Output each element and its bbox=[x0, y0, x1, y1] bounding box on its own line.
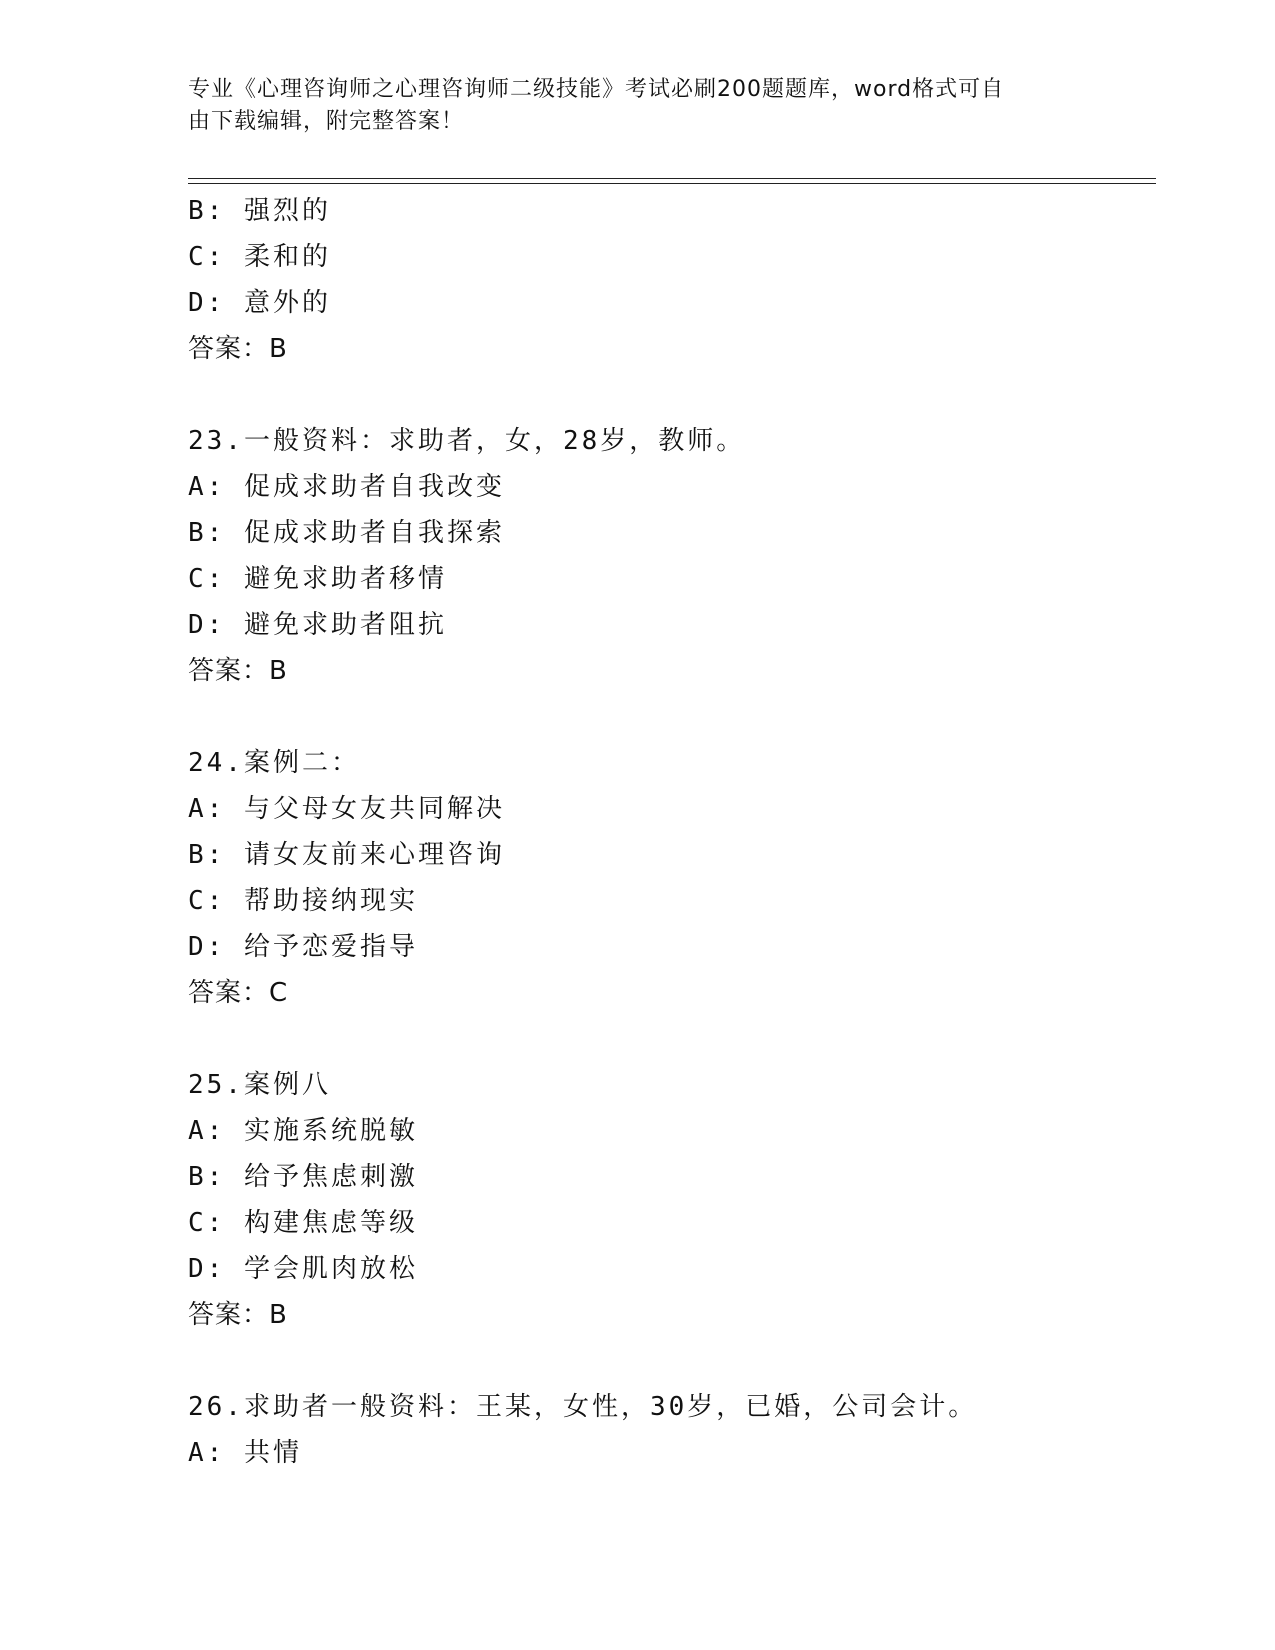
spacer bbox=[188, 1016, 1156, 1062]
answer-line: 答案：B bbox=[188, 334, 288, 364]
spacer bbox=[188, 372, 1156, 418]
question-stem: 25.案例八 bbox=[188, 1070, 331, 1100]
option-b: B: 促成求助者自我探索 bbox=[188, 518, 505, 548]
spacer bbox=[188, 694, 1156, 740]
document-header bbox=[188, 74, 1068, 138]
option-c: C: 帮助接纳现实 bbox=[188, 886, 418, 916]
option-c: C: 避免求助者移情 bbox=[188, 564, 447, 594]
header-line-2: 由下载编辑，附完整答案！ bbox=[188, 109, 465, 134]
option-b: B: 给予焦虑刺激 bbox=[188, 1162, 418, 1192]
option-c: C: 构建焦虑等级 bbox=[188, 1208, 418, 1238]
header-divider-bottom bbox=[188, 183, 1156, 184]
question-list bbox=[188, 188, 1156, 1476]
option-c: C: 柔和的 bbox=[188, 242, 331, 272]
header-divider-top bbox=[188, 178, 1156, 179]
option-b: B: 强烈的 bbox=[188, 196, 331, 226]
option-a: A: 实施系统脱敏 bbox=[188, 1116, 418, 1146]
option-d: D: 意外的 bbox=[188, 288, 331, 318]
question-stem: 23.一般资料：求助者，女，28岁，教师。 bbox=[188, 426, 746, 456]
question-stem: 24.案例二： bbox=[188, 748, 360, 778]
option-b: B: 请女友前来心理咨询 bbox=[188, 840, 505, 870]
option-d: D: 给予恋爱指导 bbox=[188, 932, 418, 962]
spacer bbox=[188, 1338, 1156, 1384]
option-a: A: 共情 bbox=[188, 1438, 302, 1468]
option-a: A: 与父母女友共同解决 bbox=[188, 794, 505, 824]
answer-line: 答案：B bbox=[188, 1300, 288, 1330]
option-d: D: 避免求助者阻抗 bbox=[188, 610, 447, 640]
answer-line: 答案：B bbox=[188, 656, 288, 686]
option-d: D: 学会肌肉放松 bbox=[188, 1254, 418, 1284]
question-26 bbox=[188, 1384, 1156, 1476]
question-23 bbox=[188, 418, 1156, 694]
question-stem: 26.求助者一般资料：王某，女性，30岁，已婚，公司会计。 bbox=[188, 1392, 978, 1422]
answer-line: 答案：C bbox=[188, 978, 289, 1008]
question-25 bbox=[188, 1062, 1156, 1338]
option-a: A: 促成求助者自我改变 bbox=[188, 472, 505, 502]
question-22-continued bbox=[188, 188, 1156, 372]
header-line-1: 专业《心理咨询师之心理咨询师二级技能》考试必刷200题题库，word格式可自 bbox=[188, 77, 1005, 102]
question-24 bbox=[188, 740, 1156, 1016]
